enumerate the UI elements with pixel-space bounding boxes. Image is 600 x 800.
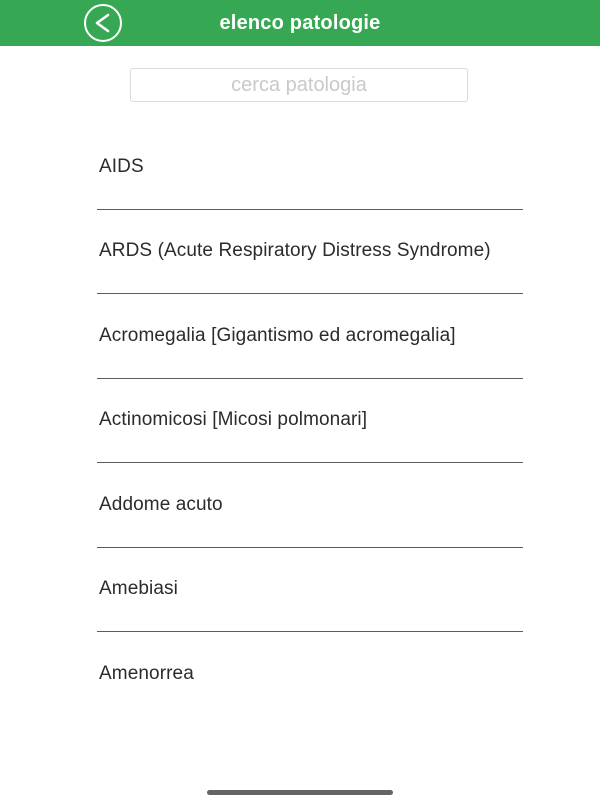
pathology-name: Actinomicosi [Micosi polmonari] <box>99 409 368 431</box>
list-item[interactable] <box>97 125 523 210</box>
home-indicator-bar[interactable] <box>207 790 393 795</box>
list-item[interactable] <box>97 548 523 633</box>
list-item[interactable] <box>97 463 523 548</box>
header-bar <box>0 0 600 46</box>
pathology-name: Amenorrea <box>99 663 194 685</box>
list-item[interactable] <box>97 632 523 717</box>
search-container <box>130 68 468 102</box>
chevron-left-icon <box>93 12 113 34</box>
pathology-name: ARDS (Acute Respiratory Distress Syndrome) <box>99 240 491 262</box>
list-item[interactable] <box>97 294 523 379</box>
search-input[interactable] <box>130 68 468 102</box>
list-item[interactable] <box>97 210 523 295</box>
list-item[interactable] <box>97 379 523 464</box>
pathology-name: AIDS <box>99 155 144 177</box>
pathology-list <box>97 125 523 717</box>
pathology-name: Amebiasi <box>99 578 178 600</box>
pathology-name: Addome acuto <box>99 493 223 515</box>
back-button[interactable] <box>84 4 122 42</box>
page-title: elenco patologie <box>219 11 381 34</box>
pathology-name: Acromegalia [Gigantismo ed acromegalia] <box>99 324 456 346</box>
